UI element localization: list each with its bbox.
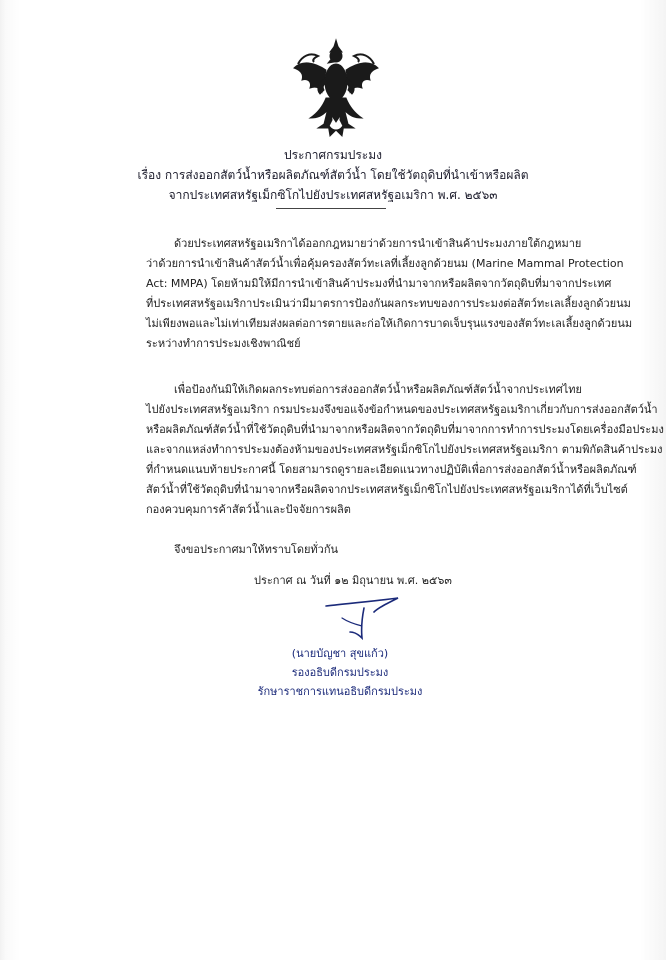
paragraph-line: Act: MMPA) โดยห้ามมิให้มีการนำเข้าสินค้าประมงที่นำมาจากหรือผลิตจากวัตถุดิบที่มาจากประเทศ bbox=[146, 277, 612, 290]
signatory-acting-as: รักษาราชการแทนอธิบดีกรมประมง bbox=[257, 685, 423, 698]
paragraph-line: ว่าด้วยการนำเข้าสินค้าสัตว์น้ำเพื่อคุ้มครองสัตว์ทะเลที่เลี้ยงลูกด้วยนม (Marine Mammal Protection bbox=[146, 257, 624, 270]
paragraph-line: ไม่เพียงพอและไม่เท่าเทียมส่งผลต่อการตายและก่อให้เกิดการบาดเจ็บรุนแรงของสัตว์ทะเลเลี้ยงลูกด้วยนม bbox=[146, 317, 633, 330]
paragraph-line: ไปยังประเทศสหรัฐอเมริกา กรมประมงจึงขอแจ้งข้อกำหนดของประเทศสหรัฐอเมริกาเกี่ยวกับการส่งออกสัตว์น้ำ bbox=[146, 403, 658, 416]
signatory-name: (นายบัญชา สุขแก้ว) bbox=[291, 647, 389, 660]
paragraph-line: กองควบคุมการค้าสัตว์น้ำและปัจจัยการผลิต bbox=[146, 503, 351, 516]
handwritten-signature bbox=[312, 596, 412, 646]
paragraph-line: และจากแหล่งทำการประมงต้องห้ามของประเทศสหรัฐเม็กซิโกไปยังประเทศสหรัฐอเมริกา ตามพิกัดสินค้าประมง bbox=[146, 443, 663, 456]
closing-statement bbox=[146, 540, 606, 560]
header-divider bbox=[276, 208, 386, 209]
paragraph-line: ที่กำหนดแนบท้ายประกาศนี้ โดยสามารถดูรายละเอียดแนวทางปฏิบัติเพื่อการส่งออกสัตว์น้ำหรือผลิตภัณฑ์ bbox=[146, 463, 637, 476]
paragraph-line: ที่ประเทศสหรัฐอเมริกาประเมินว่ามีมาตรการป้องกันผลกระทบของการประมงต่อสัตว์ทะเลเลี้ยงลูกด้วยนม bbox=[146, 297, 631, 310]
announcement-header bbox=[0, 145, 666, 205]
paragraph-1 bbox=[146, 234, 633, 354]
paragraph-line: สัตว์น้ำที่ใช้วัตถุดิบที่นำมาจากหรือผลิตจากประเทศสหรัฐเม็กซิโกไปยังประเทศสหรัฐอเมริกาได้ที่เว็บไซต์ bbox=[146, 483, 628, 496]
paragraph-line: ด้วยประเทศสหรัฐอเมริกาได้ออกกฎหมายว่าด้วยการนำเข้าสินค้าประมงภายใต้กฎหมาย bbox=[174, 237, 582, 250]
garuda-emblem-icon bbox=[292, 38, 380, 138]
date-line: ประกาศ ณ วันที่ ๑๒ มิถุนายน พ.ศ. ๒๕๖๓ bbox=[254, 574, 452, 587]
paragraph-line: ระหว่างทำการประมงเชิงพาณิชย์ bbox=[146, 337, 301, 350]
signatory-position: รองอธิบดีกรมประมง bbox=[291, 666, 389, 679]
paragraph-2 bbox=[146, 380, 664, 520]
issuing-authority: ประกาศกรมประมง bbox=[283, 148, 383, 162]
subject-line-2: จากประเทศสหรัฐเม็กซิโกไปยังประเทศสหรัฐอเมริกา พ.ศ. ๒๕๖๓ bbox=[168, 188, 498, 202]
date-statement bbox=[146, 571, 606, 591]
closing-line: จึงขอประกาศมาให้ทราบโดยทั่วกัน bbox=[174, 543, 339, 556]
paragraph-line: เพื่อป้องกันมิให้เกิดผลกระทบต่อการส่งออกสัตว์น้ำหรือผลิตภัณฑ์สัตว์น้ำจากประเทศไทย bbox=[174, 383, 582, 396]
subject-line-1: เรื่อง การส่งออกสัตว์น้ำหรือผลิตภัณฑ์สัตว์น้ำ โดยใช้วัตถุดิบที่นำเข้าหรือผลิต bbox=[137, 168, 529, 182]
signatory-block bbox=[200, 644, 480, 701]
paragraph-line: หรือผลิตภัณฑ์สัตว์น้ำที่ใช้วัตถุดิบที่นำมาจากหรือผลิตจากวัตถุดิบที่มาจากการทำการประมงโดยเครื่องมือประมง bbox=[146, 423, 664, 436]
